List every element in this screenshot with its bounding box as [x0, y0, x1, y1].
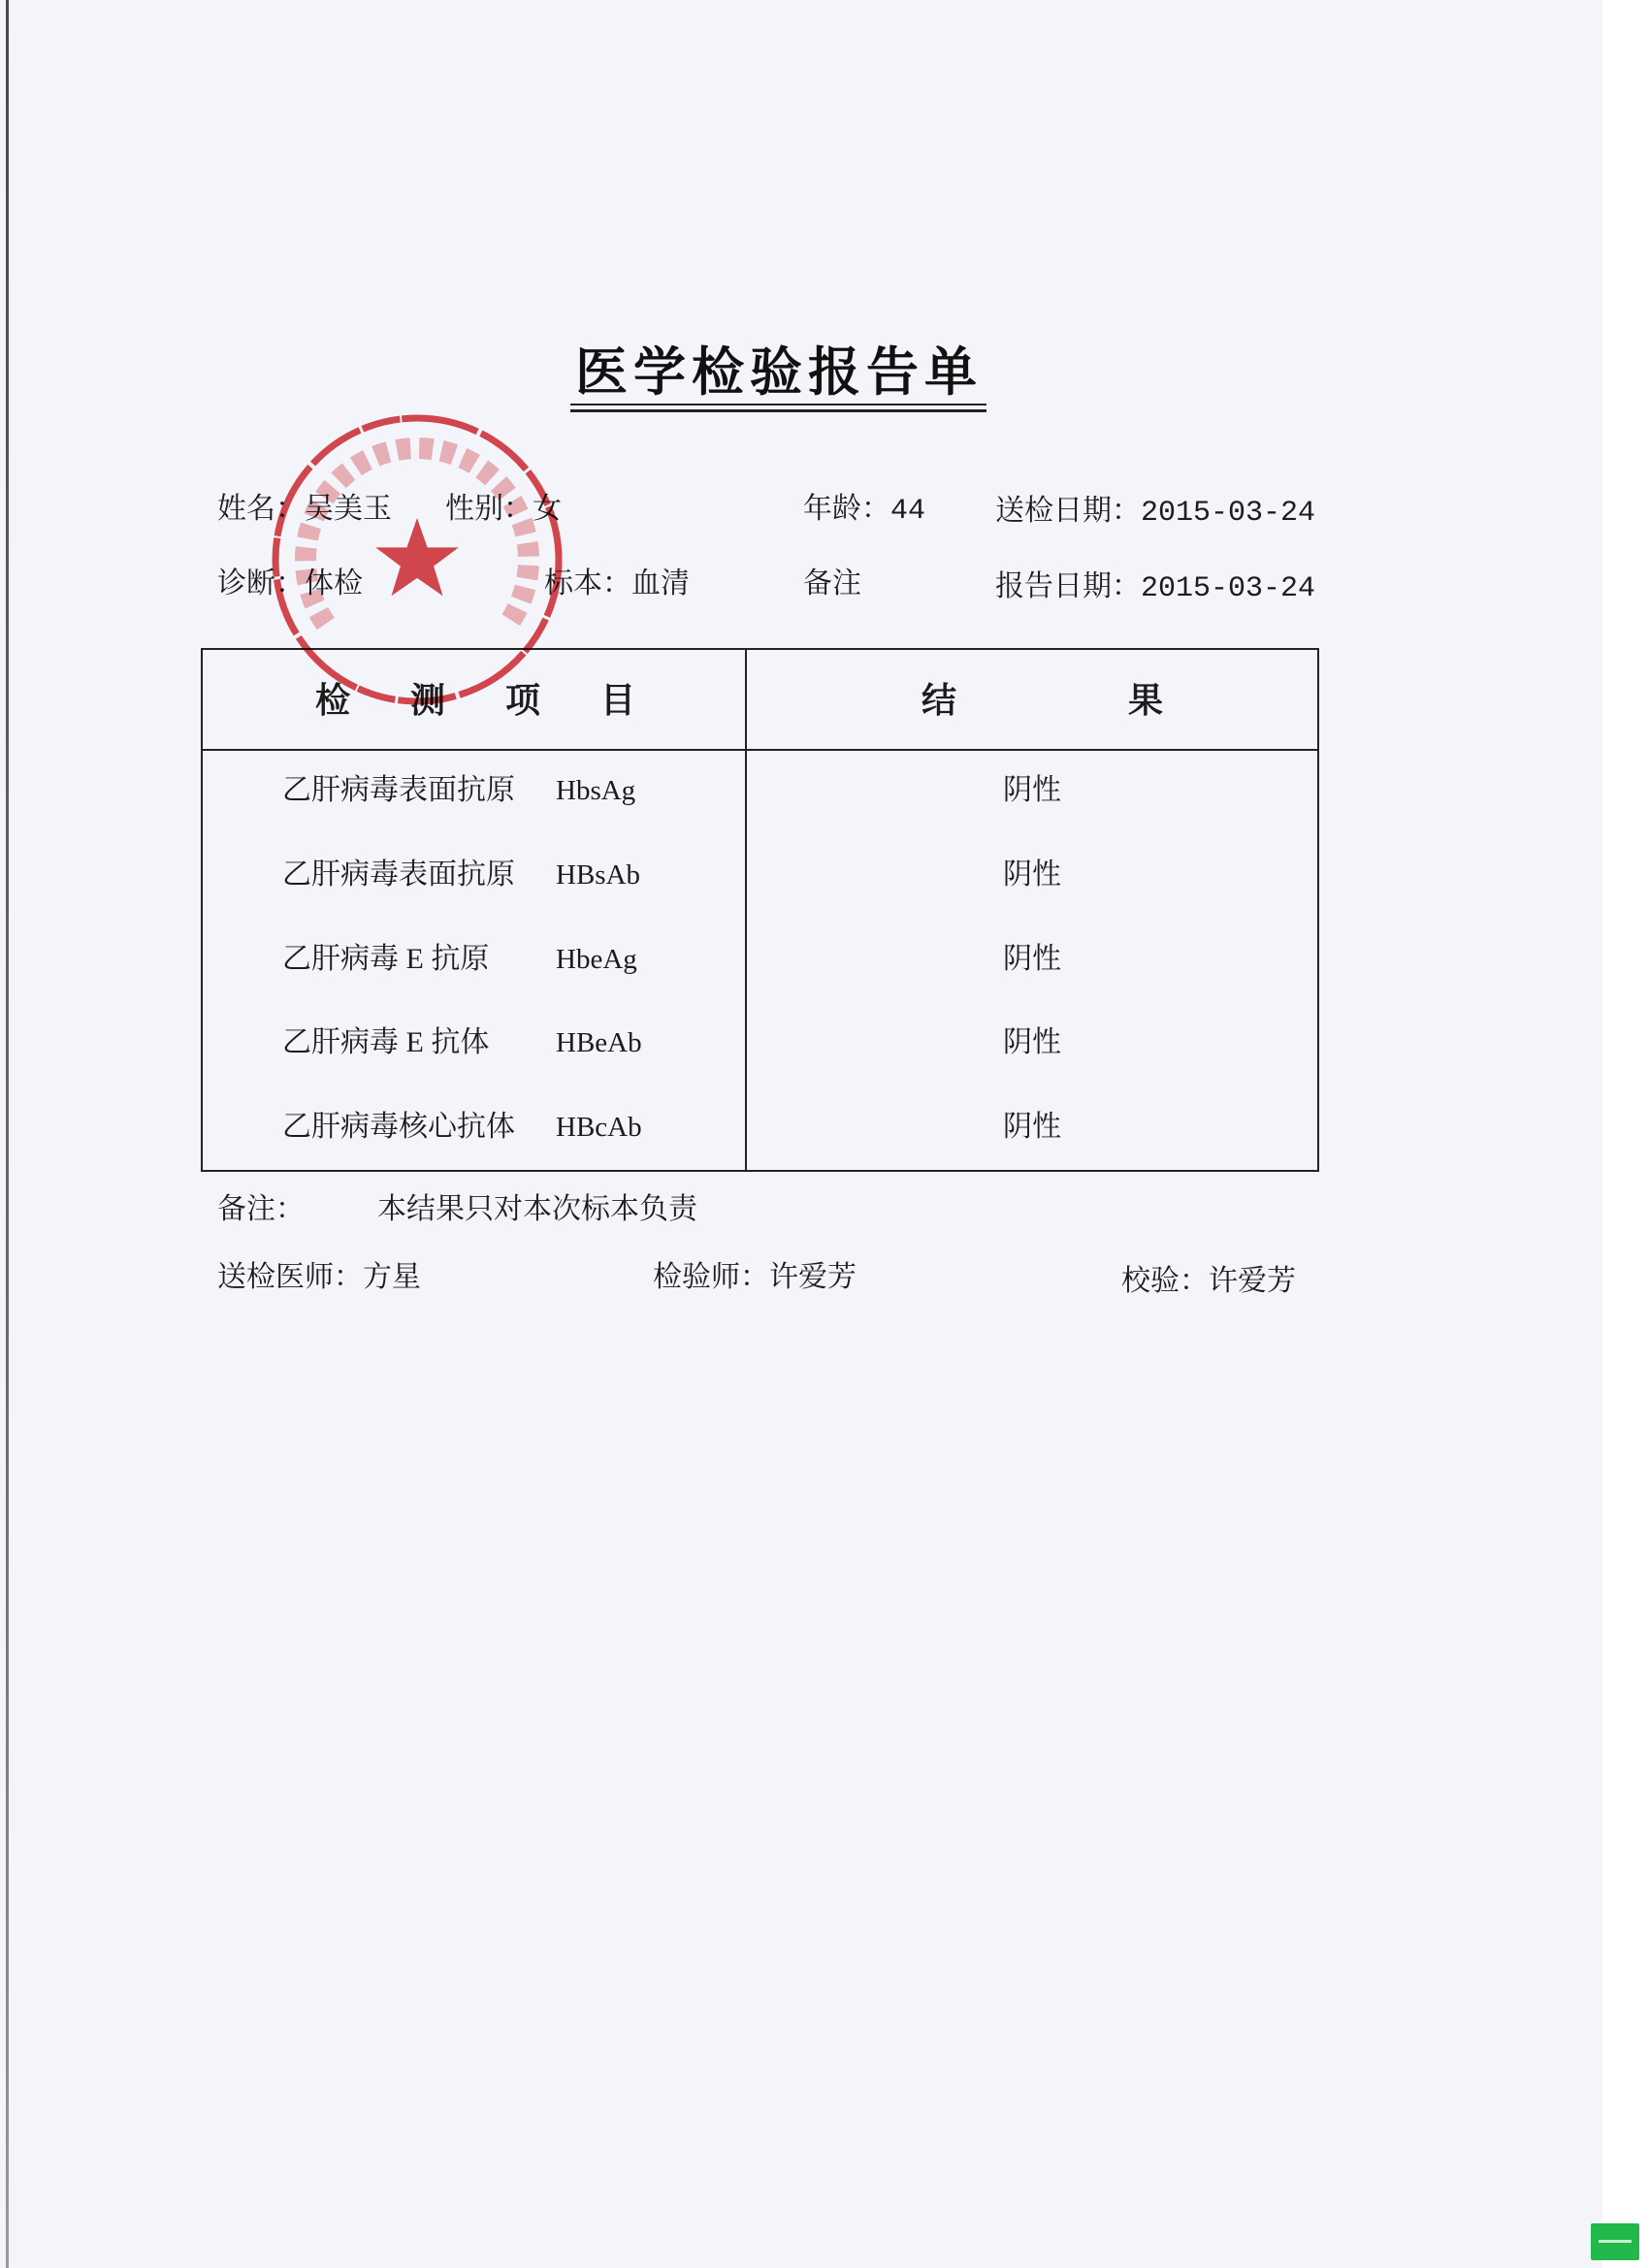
test-item-name: 乙肝病毒 E 抗原: [282, 942, 490, 975]
patient-sex-label: 性别：: [445, 493, 533, 525]
corner-badge: [1591, 2223, 1639, 2260]
title-underline: [570, 404, 986, 412]
table-row: [203, 1001, 1317, 1085]
patient-name-value: 吴美玉: [305, 493, 392, 525]
scan-margin: [1602, 0, 1649, 2268]
inspector-label: 检验师：: [653, 1261, 769, 1293]
test-item-name: 乙肝病毒表面抗原: [282, 774, 515, 806]
remark-field: [803, 569, 861, 599]
specimen-value: 血清: [631, 567, 690, 599]
sending-doctor-value: 方星: [363, 1261, 421, 1293]
test-item-code: HBcAb: [556, 1112, 642, 1144]
test-item-code: HbeAg: [556, 943, 637, 975]
test-result: 阴性: [1003, 774, 1061, 806]
test-result: 阴性: [1003, 858, 1061, 891]
patient-sex-value: 女: [533, 493, 562, 525]
footer-remark-text: 本结果只对本次标本负责: [377, 1193, 697, 1225]
corner-badge-mark: [1599, 2240, 1632, 2243]
sending-doctor-field: [217, 1263, 421, 1292]
checker-field: [1121, 1267, 1296, 1296]
test-item-name: 乙肝病毒核心抗体: [282, 1111, 515, 1144]
star-icon: [375, 518, 459, 596]
results-table: [201, 648, 1319, 1172]
sending-doctor-label: 送检医师：: [217, 1261, 363, 1293]
diagnosis-value: 体检: [305, 567, 363, 599]
report-date-field: [995, 572, 1315, 603]
patient-age-field: [803, 495, 925, 526]
official-seal-stamp: [262, 405, 572, 715]
test-result: 阴性: [1003, 1111, 1061, 1144]
patient-age-value: 44: [890, 495, 926, 528]
test-item-code: HbsAg: [556, 775, 636, 806]
diagnosis-label: 诊断：: [217, 567, 305, 599]
send-date-field: [995, 497, 1315, 528]
table-row: [203, 749, 1317, 833]
checker-label: 校验：: [1121, 1265, 1209, 1297]
patient-name-label: 姓名：: [217, 493, 305, 525]
header-test-item: 检 测 项 目: [315, 681, 636, 720]
table-row: [203, 1085, 1317, 1170]
header-result: 结 果: [922, 681, 1164, 720]
table-row: [203, 918, 1317, 1002]
inspector-value: 许爱芳: [769, 1261, 857, 1293]
test-item-code: HBsAb: [556, 859, 641, 891]
test-item-code: HBeAb: [556, 1027, 642, 1059]
footer-remark-label: 备注：: [217, 1193, 305, 1225]
table-row: [203, 833, 1317, 918]
test-result: 阴性: [1003, 1026, 1061, 1059]
specimen-label: 标本：: [544, 567, 631, 599]
report-title: 医学检验报告单: [575, 340, 983, 403]
scan-edge-shadow: [6, 0, 9, 2268]
report-date-label: 报告日期：: [995, 570, 1141, 602]
patient-age-label: 年龄：: [803, 493, 890, 525]
send-date-label: 送检日期：: [995, 495, 1141, 527]
test-item-name: 乙肝病毒 E 抗体: [282, 1026, 490, 1059]
checker-value: 许爱芳: [1209, 1265, 1296, 1297]
send-date-value: 2015-03-24: [1141, 497, 1316, 530]
inspector-field: [653, 1263, 857, 1292]
test-result: 阴性: [1003, 942, 1061, 975]
remark-label: 备注: [803, 567, 861, 599]
test-item-name: 乙肝病毒表面抗原: [282, 858, 515, 891]
report-date-value: 2015-03-24: [1141, 572, 1316, 605]
